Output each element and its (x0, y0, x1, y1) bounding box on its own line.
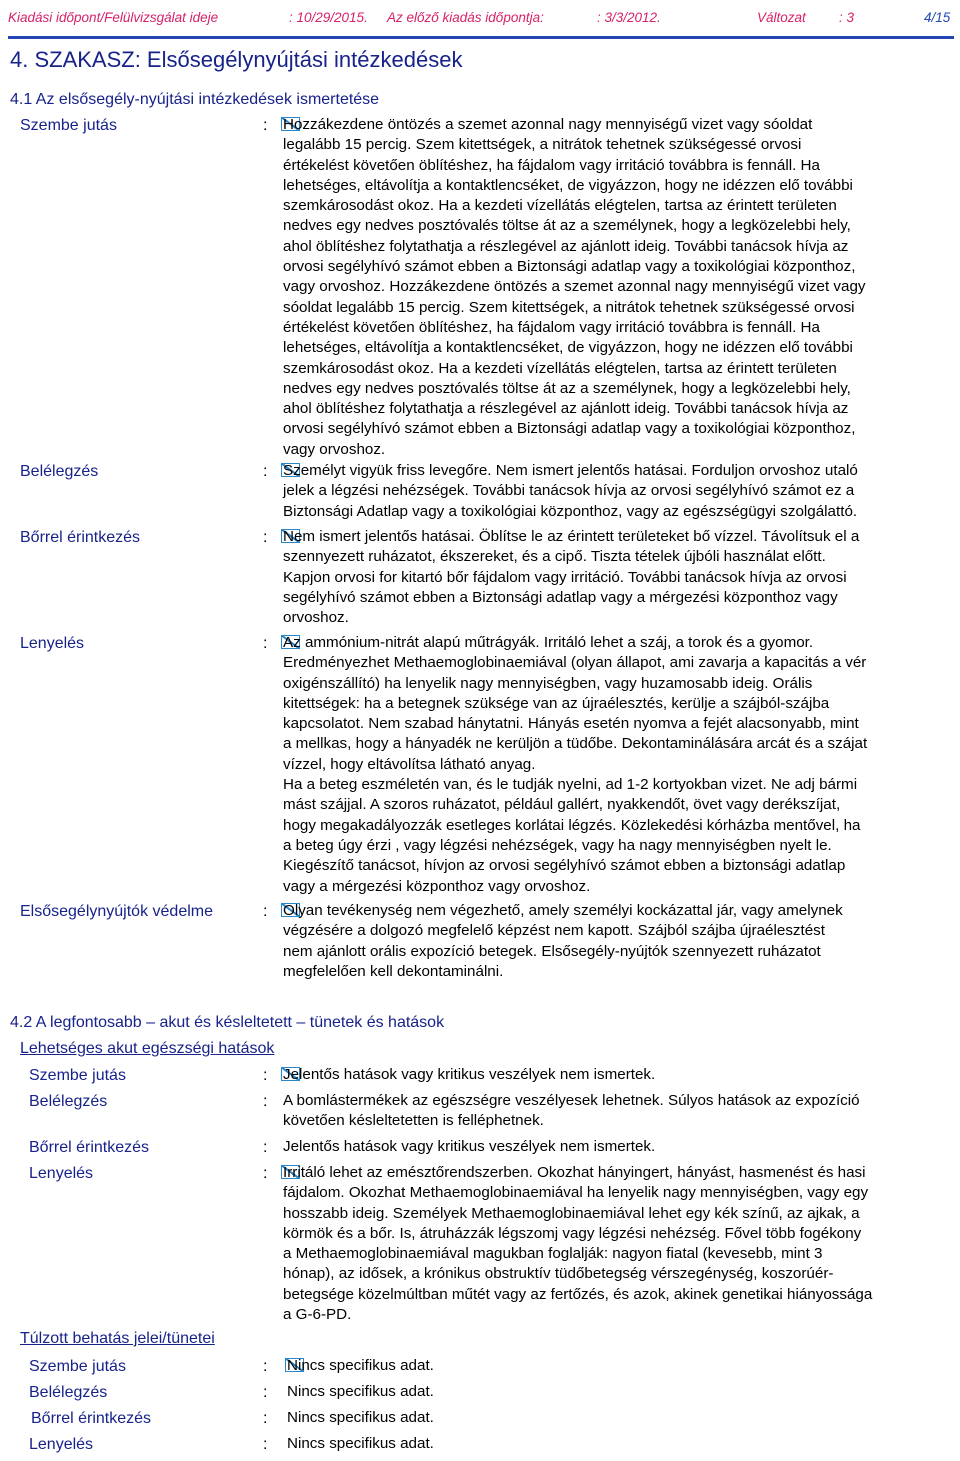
measure-label: Elsősegélynyújtók védelme (20, 903, 213, 920)
effect-label: Szembe jutás (29, 1067, 126, 1084)
measure-text: Nem ismert jelentős hatásai. Öblítse le az érintett területeket bő vízzel. Távolítsuk el a szennyezett ruházatot, ékszereket, és a cipő. Tiszta tételek újbóli használat előtt. Kapjon orvosi for kitartó bőr fájdalom vagy irritáció. További tanácsok hívja az orvosi segélyhívó számot ebben a Biztonsági adatlap vagy a mérgezési központhoz vagy orvoshoz. (283, 528, 860, 627)
measure-text: Személyt vigyük friss levegőre. Nem ismert jelentős hatásai. Forduljon orvoshoz utaló jelek a légzési nehézségek. További tanácsok hívja az orvosi segélyhívó számot ez a Biztonsági Adatlap vagy a toxikológiai központhoz, vagy az egészségügyi szolgálattó. (283, 462, 858, 520)
header-divider (8, 36, 954, 39)
effect-text: Nincs specifikus adat. (287, 1383, 434, 1400)
effect-label: Bőrrel érintkezés (31, 1410, 152, 1427)
effect-text: A bomlástermékek az egészségre veszélyesek lehetnek. Súlyos hatások az expozíció követően késleltetetten is felléphetnek. (283, 1092, 860, 1130)
document-header (0, 0, 960, 32)
effect-text: Irritáló lehet az emésztőrendszerben. Okozhat hányingert, hányást, hasmenést és hasi fájdalom. Okozhat Methaemoglobinaemiával ha lenyelik nagy mennyiségben, vagy egy hosszabb ideig. Személyek Methaemoglobinaemiával lehet egy kék színű, az ajkak, a körmök és a bőr. Is, átruházzák légszomj vagy légzési nehézség. Fővel több fogékony a Methaemoglobinaemiával magukban foglalják: nagyon fiatal (kevesebb, mint 3 hónap), az idősek, a krónikus obstruktív tüdőbetegség vérszegénység, koszorúér- betegsége közelmúltban műtét vagy az fertőzés, és azok, akinek genetikai hiányossága a G-6-PD. (283, 1164, 873, 1324)
effect-label: Szembe jutás (29, 1358, 126, 1375)
effect-text: Jelentős hatások vagy kritikus veszélyek nem ismertek. (283, 1066, 656, 1083)
colon-separator: : (263, 463, 268, 480)
measure-label: Belélegzés (20, 463, 99, 480)
effect-label: Bőrrel érintkezés (29, 1139, 150, 1156)
colon-separator: : (263, 1067, 268, 1084)
colon-separator: : (263, 1093, 268, 1110)
measure-label: Bőrrel érintkezés (20, 529, 141, 546)
measure-label: Lenyelés (20, 635, 85, 652)
acute-effects-heading: Lehetséges akut egészségi hatások (20, 1040, 275, 1057)
previous-date-value: : 3/3/2012. (597, 10, 661, 25)
colon-separator: : (263, 1358, 268, 1375)
colon-separator: : (263, 1410, 268, 1427)
colon-separator: : (263, 635, 268, 652)
overexposure-heading: Túlzott behatás jelei/tünetei (20, 1330, 215, 1347)
effect-text: Jelentős hatások vagy kritikus veszélyek nem ismertek. (283, 1138, 656, 1155)
effect-label: Lenyelés (29, 1436, 94, 1453)
revision-date-value: : 10/29/2015. (289, 10, 368, 25)
page-number: 4/15 (924, 10, 951, 25)
effect-label: Belélegzés (29, 1093, 108, 1110)
effect-text: Nincs specifikus adat. (287, 1409, 434, 1426)
section-title: 4. SZAKASZ: Elsősegélynyújtási intézkedések (10, 47, 463, 72)
colon-separator: : (263, 117, 268, 134)
colon-separator: : (263, 903, 268, 920)
previous-date-label: Az előző kiadás időpontja: (387, 10, 544, 25)
colon-separator: : (263, 1384, 268, 1401)
colon-separator: : (263, 1436, 268, 1453)
measure-text: Az ammónium-nitrát alapú műtrágyák. Irritáló lehet a száj, a torok és a gyomor. Eredményezhet Methaemoglobinaemiával (olyan állapot, ami zavarja a kapacitás a vér oxigénszállító) ha lenyelik nagy mennyiségben, vagy huzamosabb ideig. Orális kitettségek: ha a betegnek szüksége van az újraélesztés, kerülje a szájból-szájba kapcsolatot. Nem szabad hánytatni. Hányás esetén nyomva a fejét alacsonyabb, mint a mellkas, hogy a hányadék ne kerüljön a tüdőbe. Dekontaminálására arcát és a szájat vízzel, hogy eltávolítsa látható anyag. Ha a beteg eszméletén van, és le tudják nyelni, ad 1-2 kortyokban vizet. Ne adj bármi mást szájjal. A szoros ruházatot, például gallért, nyakkendőt, övet vagy derékszíjat, hogy megakadályozzák esetleges korlátai légzés. Közlekedési kórházba mentővel, ha a beteg úgy érzi , vagy légzési nehézségek, vagy ha nagy mennyiségben nyelt le. Kiegészítő tanácsot, hívjon az orvosi segélyhívó számot ebben a biztonsági adatlap vagy a mérgezési központhoz vagy orvoshoz. (283, 634, 868, 895)
colon-separator: : (263, 1139, 268, 1156)
measure-text: Olyan tevékenység nem végezhető, amely személyi kockázattal jár, vagy amelynek végzésére a dolgozó megfelelő képzést nem kapott. Szájból szájba újraélesztést nem ajánlott orális expozíció betegek. Elsősegély-nyújtók szennyezett ruházatot megfelelően kell dekontaminálni. (283, 902, 843, 980)
effect-text: Nincs specifikus adat. (287, 1357, 434, 1374)
version-value: : 3 (839, 10, 855, 25)
colon-separator: : (263, 529, 268, 546)
effect-label: Belélegzés (29, 1384, 108, 1401)
effect-label: Lenyelés (29, 1165, 94, 1182)
measure-text: Hozzákezdene öntözés a szemet azonnal nagy mennyiségű vizet vagy sóoldat legalább 15 percig. Szem kitettségek, a nitrátok tehetnek szükségessé orvosi értékelést követően öblítéshez, ha fájdalom vagy irritáció továbbra is fennáll. Ha lehetséges, eltávolítja a kontaktlencséket, de vigyázzon, hogy ne idézzen elő további szemkárosodást okoz. Ha a kezdeti vízellátás elégtelen, tartsa az érintett területen nedves egy nedves posztóvalés töltse át az a személynek, hogy a legközelebbi hely, ahol öblítéshez folytathatja a részlegével az ajánlott ideig. További tanácsok hívja az orvosi segélyhívó számot ebben a Biztonsági adatlap vagy a toxikológiai központhoz, vagy orvoshoz. Hozzákezdene öntözés a szemet azonnal nagy mennyiségű vizet vagy sóoldat legalább 15 percig. Szem kitettségek, a nitrátok tehetnek szükségessé orvosi értékelést követően öblítéshez, ha fájdalom vagy irritáció továbbra is fennáll. Ha lehetséges, eltávolítja a kontaktlencséket, de vigyázzon, hogy ne idézzen elő további szemkárosodást okoz. Ha a kezdeti vízellátás elégtelen, tartsa az érintett területen nedves egy nedves posztóvalés töltse át az a személynek, hogy a legközelebbi hely, ahol öblítéshez folytathatja a részlegével az ajánlott ideig. További tanácsok hívja az orvosi segélyhívó számot ebben a Biztonsági adatlap vagy a toxikológiai központhoz, vagy orvoshoz. (283, 116, 866, 458)
subsection-4-2-title: 4.2 A legfontosabb – akut és késleltetett – tünetek és hatások (10, 1014, 445, 1031)
version-label: Változat (757, 10, 806, 25)
measure-label: Szembe jutás (20, 117, 117, 134)
colon-separator: : (263, 1165, 268, 1182)
subsection-4-1-title: 4.1 Az elsősegély-nyújtási intézkedések ismertetése (10, 91, 380, 108)
effect-text: Nincs specifikus adat. (287, 1435, 434, 1452)
revision-date-label: Kiadási időpont/Felülvizsgálat ideje (8, 10, 219, 25)
